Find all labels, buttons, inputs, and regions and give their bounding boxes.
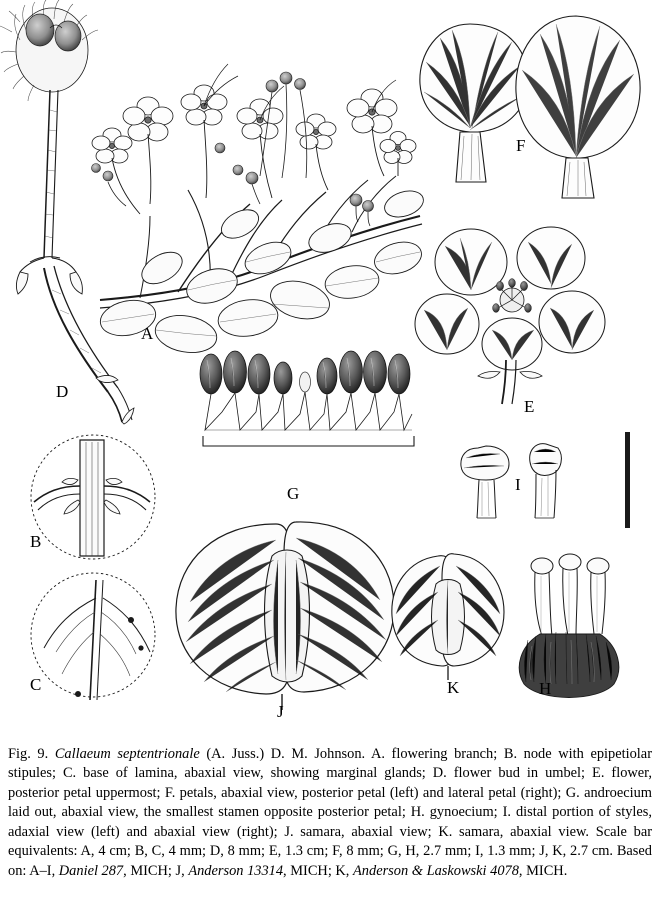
panel-J-samara	[176, 522, 394, 710]
panel-A-flowering-branch	[92, 64, 427, 357]
caption-taxon-name: Callaeum septentrionale	[54, 746, 200, 762]
panel-label-F: F	[516, 136, 526, 155]
panel-B-node-stipules	[31, 435, 155, 559]
panel-label-B: B	[30, 532, 42, 551]
caption-voucher-2: Anderson 13314	[188, 862, 284, 879]
panel-label-H: H	[539, 679, 552, 698]
figure-caption	[8, 745, 652, 881]
caption-voucher-1: Daniel 287	[58, 862, 124, 879]
caption-suffix: , MICH.	[518, 862, 568, 879]
flower-cluster	[92, 85, 416, 164]
caption-prefix: Fig. 9.	[8, 746, 55, 762]
panel-D-flower-bud-umbel	[0, 0, 134, 424]
panel-label-D: D	[56, 382, 69, 401]
panel-label-E: E	[524, 397, 535, 416]
panel-label-C: C	[30, 675, 42, 694]
panel-I-styles	[461, 444, 561, 518]
panel-label-I: I	[515, 475, 521, 494]
scale-bar	[625, 432, 630, 528]
panel-label-G: G	[287, 484, 300, 503]
caption-mid-2: , MICH; K,	[283, 862, 354, 879]
panel-C-lamina-base-glands	[31, 573, 155, 700]
caption-authority: (A. Juss.) D. M. Johnson.	[199, 746, 371, 762]
caption-mid-1: , MICH; J,	[123, 862, 189, 879]
panel-label-A: A	[141, 324, 154, 343]
caption-voucher-3: Anderson & Laskowski 4078	[353, 862, 519, 879]
panel-K-samara	[392, 554, 504, 680]
panel-H-gynoecium	[519, 554, 619, 698]
panel-label-J: J	[277, 702, 284, 721]
caption-body: A. flowering branch; B. node with epipetiolar stipules; C. base of lamina, abaxial view, showing marginal glands; D. flower bud in umbel; E. flower, posterior petal uppermost; F. petals, abaxial view, posterior petal (left) and lateral petal (right); G. androecium laid out, abaxial view, the smallest stamen opposite posterior petal; H. gynoecium; I. distal portion of styles, adaxial view (left) and abaxial view (right); J. samara, abaxial view; K. samara, abaxial view. Scale bar equivalents: A, 4 cm; B, C, 4 mm; D, 8 mm; E, 1.3 cm; F, 8 mm; G, H, 2.7 mm; I, 1.3 mm; J, K, 2.7 cm. Based on: A–I,	[8, 746, 652, 879]
panel-E-flower	[415, 227, 605, 404]
panel-G-androecium	[200, 351, 414, 446]
panel-F-petals	[420, 16, 640, 198]
panel-label-K: K	[447, 678, 460, 697]
